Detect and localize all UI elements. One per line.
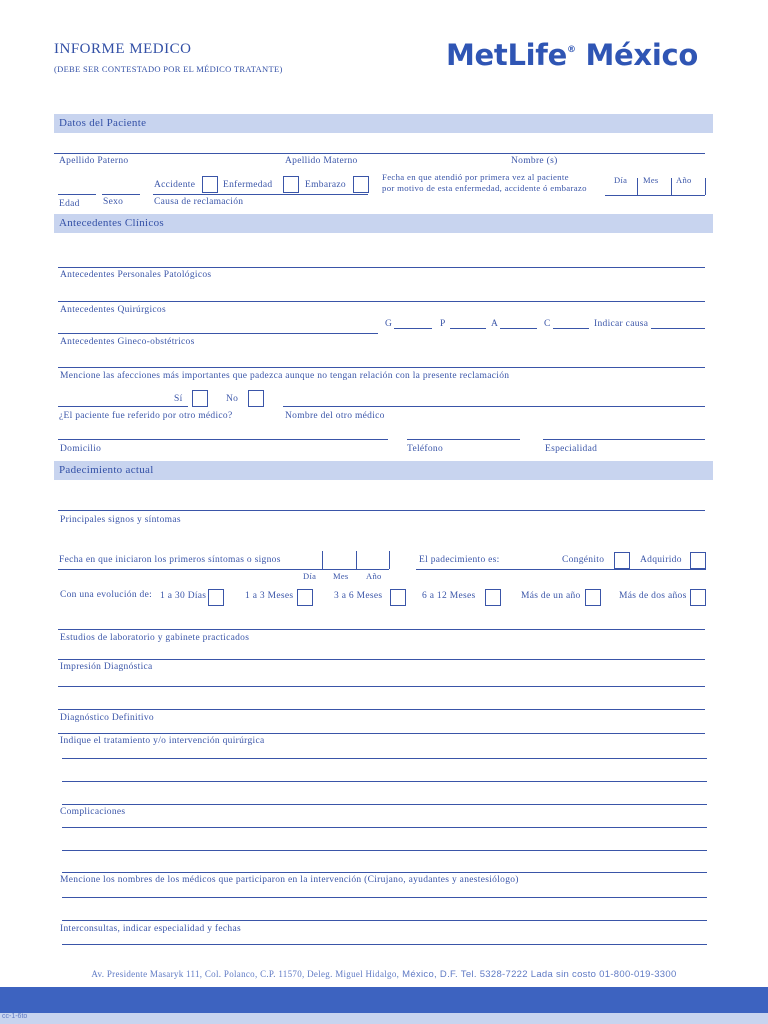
label-apellido-materno: Apellido Materno	[285, 156, 358, 166]
label-afecciones: Mencione las afecciones más importantes que padezca aunque no tengan relación con la presente reclamación	[60, 371, 510, 381]
checkbox-mas-dos-anios[interactable]	[690, 589, 706, 606]
padecimiento-line[interactable]	[416, 569, 706, 570]
label-congenito: Congénito	[562, 555, 605, 565]
date-divider	[637, 178, 638, 195]
checkbox-si[interactable]	[192, 390, 208, 407]
label-fecha-atencion-2: por motivo de esta enfermedad, accidente ó embarazo	[382, 183, 587, 193]
label-3-6-meses: 3 a 6 Meses	[334, 591, 383, 601]
name-line[interactable]	[54, 153, 705, 154]
label-mes: Mes	[333, 571, 349, 581]
edad-line[interactable]	[58, 194, 96, 195]
label-impresion: Impresión Diagnóstica	[60, 662, 153, 672]
complicaciones-line[interactable]	[62, 850, 707, 851]
checkbox-1-30-dias[interactable]	[208, 589, 224, 606]
section-header-clinical	[54, 214, 713, 233]
impresion-line-2[interactable]	[58, 709, 705, 710]
especialidad-line[interactable]	[543, 439, 705, 440]
logo-country: México	[575, 38, 698, 72]
label-anio: Año	[676, 175, 692, 185]
section-title-clinical: Antecedentes Clínicos	[59, 217, 164, 229]
form-title: INFORME MEDICO	[54, 41, 192, 57]
registered-mark: ®	[567, 45, 576, 56]
checkbox-1-3-meses[interactable]	[297, 589, 313, 606]
checkbox-enfermedad[interactable]	[283, 176, 299, 193]
label-indicar-causa: Indicar causa	[594, 319, 649, 329]
section-header-current	[54, 461, 713, 480]
a-line[interactable]	[500, 328, 537, 329]
telefono-line[interactable]	[407, 439, 520, 440]
label-tratamiento: Indique el tratamiento y/o intervención quirúrgica	[60, 736, 265, 746]
tratamiento-line[interactable]	[62, 781, 707, 782]
checkbox-no[interactable]	[248, 390, 264, 407]
medicos-line[interactable]	[62, 920, 707, 921]
label-dia: Día	[303, 571, 317, 581]
footer-address-text: Av. Presidente Masaryk 111, Col. Polanco, C.P. 11570, Deleg. Miguel Hidalgo,	[91, 969, 400, 979]
estudios-line[interactable]	[58, 629, 705, 630]
label-nombre: Nombre (s)	[511, 156, 558, 166]
c-line[interactable]	[553, 328, 589, 329]
label-1-30-dias: 1 a 30 Días	[160, 591, 207, 601]
impresion-line[interactable]	[58, 686, 705, 687]
checkbox-accidente[interactable]	[202, 176, 218, 193]
interconsultas-line[interactable]	[62, 944, 707, 945]
tratamiento-line[interactable]	[62, 804, 707, 805]
label-signos: Principales signos y síntomas	[60, 515, 181, 525]
logo-text: MetLife	[446, 38, 567, 72]
label-1-3-meses: 1 a 3 Meses	[245, 591, 294, 601]
afecciones-line[interactable]	[58, 367, 705, 368]
medicos-line[interactable]	[62, 897, 707, 898]
personales-line[interactable]	[58, 267, 705, 268]
checkbox-embarazo[interactable]	[353, 176, 369, 193]
label-sexo: Sexo	[103, 197, 124, 207]
label-interconsultas: Interconsultas, indicar especialidad y fechas	[60, 924, 241, 934]
metlife-logo	[446, 38, 698, 72]
label-especialidad: Especialidad	[545, 444, 598, 454]
footer-phone: México, D.F. Tel. 5328-7222 Lada sin costo 01-800-019-3300	[399, 969, 677, 980]
estudios-line-2[interactable]	[58, 659, 705, 660]
label-anio: Año	[366, 571, 382, 581]
label-referido: ¿El paciente fue referido por otro médico?	[59, 411, 233, 421]
label-complicaciones: Complicaciones	[60, 807, 126, 817]
label-nombre-medico: Nombre del otro médico	[285, 411, 385, 421]
footer-address	[0, 969, 768, 980]
section-header-patient	[54, 114, 713, 133]
label-causa: Causa de reclamación	[154, 197, 244, 207]
label-mes: Mes	[643, 175, 659, 185]
definitivo-line[interactable]	[58, 733, 705, 734]
domicilio-line[interactable]	[58, 439, 388, 440]
causa-line[interactable]	[651, 328, 705, 329]
label-personales: Antecedentes Personales Patológicos	[60, 270, 212, 280]
form-code: cc-1-6to	[2, 1013, 28, 1020]
g-line[interactable]	[394, 328, 432, 329]
footer-bar	[0, 987, 768, 1013]
label-fecha-atencion-1: Fecha en que atendió por primera vez al paciente	[382, 172, 569, 182]
fecha-inicio-line[interactable]	[58, 569, 389, 570]
date-divider	[671, 178, 672, 195]
sexo-line[interactable]	[102, 194, 140, 195]
label-fecha-inicio: Fecha en que iniciaron los primeros síntomas o signos	[59, 555, 281, 565]
nombre-medico-line[interactable]	[283, 406, 705, 407]
form-subtitle: (DEBE SER CONTESTADO POR EL MÉDICO TRATANTE)	[54, 64, 283, 74]
label-g: G	[385, 319, 393, 329]
section-title-patient: Datos del Paciente	[59, 117, 147, 129]
date-divider	[389, 551, 390, 569]
checkbox-adquirido[interactable]	[690, 552, 706, 569]
label-mas-un-anio: Más de un año	[521, 591, 581, 601]
label-si: Sí	[174, 394, 183, 404]
date-divider	[705, 178, 706, 195]
label-6-12-meses: 6 a 12 Meses	[422, 591, 476, 601]
checkbox-6-12-meses[interactable]	[485, 589, 501, 606]
checkbox-3-6-meses[interactable]	[390, 589, 406, 606]
referido-line[interactable]	[58, 406, 188, 407]
label-a: A	[491, 319, 499, 329]
label-mas-dos-anios: Más de dos años	[619, 591, 687, 601]
complicaciones-line[interactable]	[62, 827, 707, 828]
checkbox-mas-un-anio[interactable]	[585, 589, 601, 606]
label-adquirido: Adquirido	[640, 555, 682, 565]
label-medicos: Mencione los nombres de los médicos que participaron en la intervención (Cirujano, ayudantes y anestesiólogo)	[60, 875, 519, 885]
signos-line[interactable]	[58, 510, 705, 511]
date-divider	[322, 551, 323, 569]
section-title-current: Padecimiento actual	[59, 464, 154, 476]
label-estudios: Estudios de laboratorio y gabinete practicados	[60, 633, 250, 643]
checkbox-congenito[interactable]	[614, 552, 630, 569]
footer-bar-light	[0, 1013, 768, 1024]
label-c: C	[544, 319, 551, 329]
label-no: No	[226, 394, 239, 404]
gineco-line[interactable]	[58, 333, 378, 334]
date-divider	[356, 551, 357, 569]
label-gineco: Antecedentes Gineco-obstétricos	[60, 337, 195, 347]
complicaciones-line[interactable]	[62, 872, 707, 873]
label-apellido-paterno: Apellido Paterno	[59, 156, 129, 166]
label-quirurgicos: Antecedentes Quirúrgicos	[60, 305, 166, 315]
quirurgicos-line[interactable]	[58, 301, 705, 302]
date-line[interactable]	[605, 195, 705, 196]
label-dia: Día	[614, 175, 628, 185]
label-p: P	[440, 319, 446, 329]
label-definitivo: Diagnóstico Definitivo	[60, 713, 154, 723]
label-accidente: Accidente	[154, 180, 196, 190]
label-evolucion: Con una evolución de:	[60, 590, 153, 600]
label-embarazo: Embarazo	[305, 180, 346, 190]
p-line[interactable]	[450, 328, 486, 329]
causa-line[interactable]	[153, 194, 368, 195]
label-telefono: Teléfono	[407, 444, 444, 454]
label-edad: Edad	[59, 199, 80, 209]
label-padecimiento-es: El padecimiento es:	[419, 555, 500, 565]
tratamiento-line[interactable]	[62, 758, 707, 759]
label-domicilio: Domicilio	[60, 444, 102, 454]
label-enfermedad: Enfermedad	[223, 180, 273, 190]
